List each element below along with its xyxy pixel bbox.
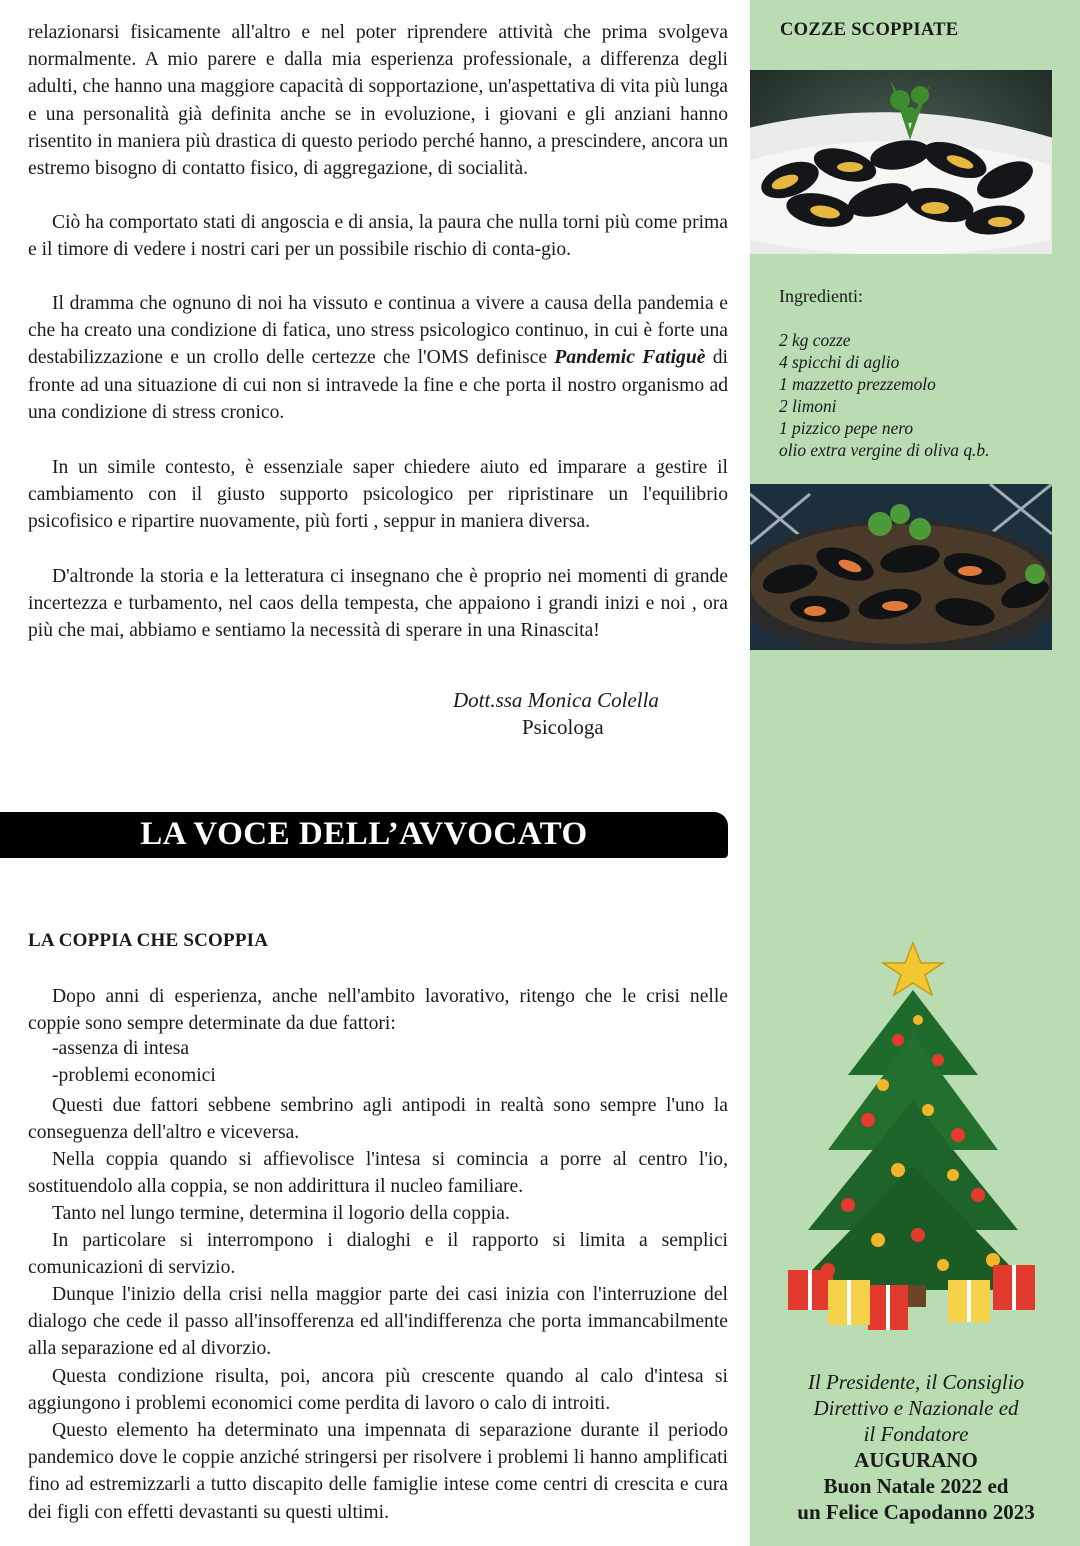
section-paragraph: Nella coppia quando si affievolisce l'intesa si comincia a porre al centro l'io, sostituendolo alla coppia, se non addirittura il nucleo familiare. xyxy=(28,1149,728,1198)
section-subtitle: LA COPPIA CHE SCOPPIA xyxy=(28,930,269,951)
section-paragraph: In particolare si interrompono i dialoghi e il rapporto si limita a semplici comunicazioni di servizio. xyxy=(28,1230,728,1279)
mussels-pan-photo xyxy=(750,484,1052,650)
greeting-line: Direttivo e Nazionale ed xyxy=(813,1396,1019,1420)
ingredient-item: 1 pizzico pepe nero xyxy=(779,417,914,438)
section-banner xyxy=(0,812,728,858)
section-intro: Dopo anni di esperienza, anche nell'ambito lavorativo, ritengo che le crisi nelle coppie sono sempre determinate da due fattori: xyxy=(28,986,728,1035)
article-paragraph xyxy=(28,290,728,426)
section-paragraph: Tanto nel lungo termine, determina il logorio della coppia. xyxy=(52,1203,510,1224)
article-paragraph: Ciò ha comportato stati di angoscia e di ansia, la paura che nulla torni più come prima e il timore di vedere i nostri cari per un possibile rischio di conta-gio. xyxy=(28,212,728,261)
article-paragraph: D'altronde la storia e la letteratura ci insegnano che è proprio nei momenti di grande incertezza e turbamento, nel caos della tempesta, che appaiono i grandi inizi e noi , ora più che mai, abbiamo e sentiamo la necessità di sperare in una Rinascita! xyxy=(28,566,728,642)
article-paragraph: relazionarsi fisicamente all'altro e nel poter riprendere attività che prima svolgeva normalmente. A mio parere e dalla mia esperienza professionale, a differenza degli adulti, che hanno una maggiore capacità di sopportazione, un'aspettativa di vita più lunga e una personalità già definita anche se in evoluzione, i giovani e gli anziani hanno risentito in maniera più drastica di questo periodo perché hanno, a prescindere, ancora un estremo bisogno di contatto fisico, di aggregazione, di socialità. xyxy=(28,22,728,180)
greeting-bold-line: Buon Natale 2022 ed xyxy=(823,1474,1009,1498)
recipe-title: COZZE SCOPPIATE xyxy=(780,20,959,40)
ingredient-item: 4 spicchi di aglio xyxy=(779,351,900,372)
article-paragraph: In un simile contesto, è essenziale saper chiedere aiuto ed imparare a gestire il cambiamento con il giusto supporto psicologico per ripristinare un l'equilibrio psicofisico e ripartire nuovamente, più forti , seppur in maniera diversa. xyxy=(28,457,728,533)
ingredient-item: 2 kg cozze xyxy=(779,330,851,350)
section-paragraph: Questi due fattori sebbene sembrino agli antipodi in realtà sono sempre l'uno la conseguenza dell'altro e viceversa. xyxy=(28,1095,728,1144)
greeting-line: Il Presidente, il Consiglio xyxy=(807,1370,1025,1394)
section-paragraph: Dunque l'inizio della crisi nella maggior parte dei casi inizia con l'interruzione del dialogo che cede il passo all'insofferenza ed all'indifferenza che porta immancabilmente alla separazione ed al divorzio. xyxy=(28,1284,728,1360)
section-paragraph: Questa condizione risulta, poi, ancora più crescente quando al calo d'intesa si aggiungono i problemi economici come perdita di lavoro o calo di introiti. xyxy=(28,1366,728,1415)
author-name: Dott.ssa Monica Colella xyxy=(453,688,659,712)
section-banner-title: LA VOCE DELL’AVVOCATO xyxy=(140,816,588,852)
article-text: di fronte ad una situazione di cui non si intravede la fine e che porta il nostro organismo ad una condizione di stress cronico. xyxy=(28,347,728,423)
greeting-line: il Fondatore xyxy=(863,1422,969,1446)
factor-item: -assenza di intesa xyxy=(52,1038,190,1059)
author-role: Psicologa xyxy=(522,715,604,739)
factor-item: -problemi economici xyxy=(52,1065,216,1086)
ingredient-item: 2 limoni xyxy=(779,395,837,416)
greeting-bold-line: un Felice Capodanno 2023 xyxy=(797,1500,1035,1524)
greeting-bold-line: AUGURANO xyxy=(854,1448,978,1472)
ingredients-list xyxy=(779,330,989,461)
pandemic-fatigue-term: Pandemic Fatiguè xyxy=(554,347,706,369)
ingredient-item: olio extra vergine di oliva q.b. xyxy=(779,439,990,460)
ingredient-item: 1 mazzetto prezzemolo xyxy=(779,373,936,394)
section-paragraph: Questo elemento ha determinato una impennata di separazione durante il periodo pandemico dove le coppie anziché stringersi per risolvere i problemi li hanno amplificati fino ad estremizzarli a tutto discapito delle famiglie intese come centri di crescita e cura dei figli con effetti devastanti su questi ultimi. xyxy=(28,1420,728,1523)
article-text: Il dramma che ognuno di noi ha vissuto e continua a vivere a causa della pandemia e che ha creato una condizione di fatica, uno stress psicologico continuo, in cui è forte una destabilizzazione e un crollo delle certezze che l'OMS definisce xyxy=(28,293,728,369)
ingredients-title: Ingredienti: xyxy=(779,286,863,306)
mussels-bowl-photo xyxy=(750,70,1052,254)
christmas-tree-illustration xyxy=(778,935,1048,1345)
